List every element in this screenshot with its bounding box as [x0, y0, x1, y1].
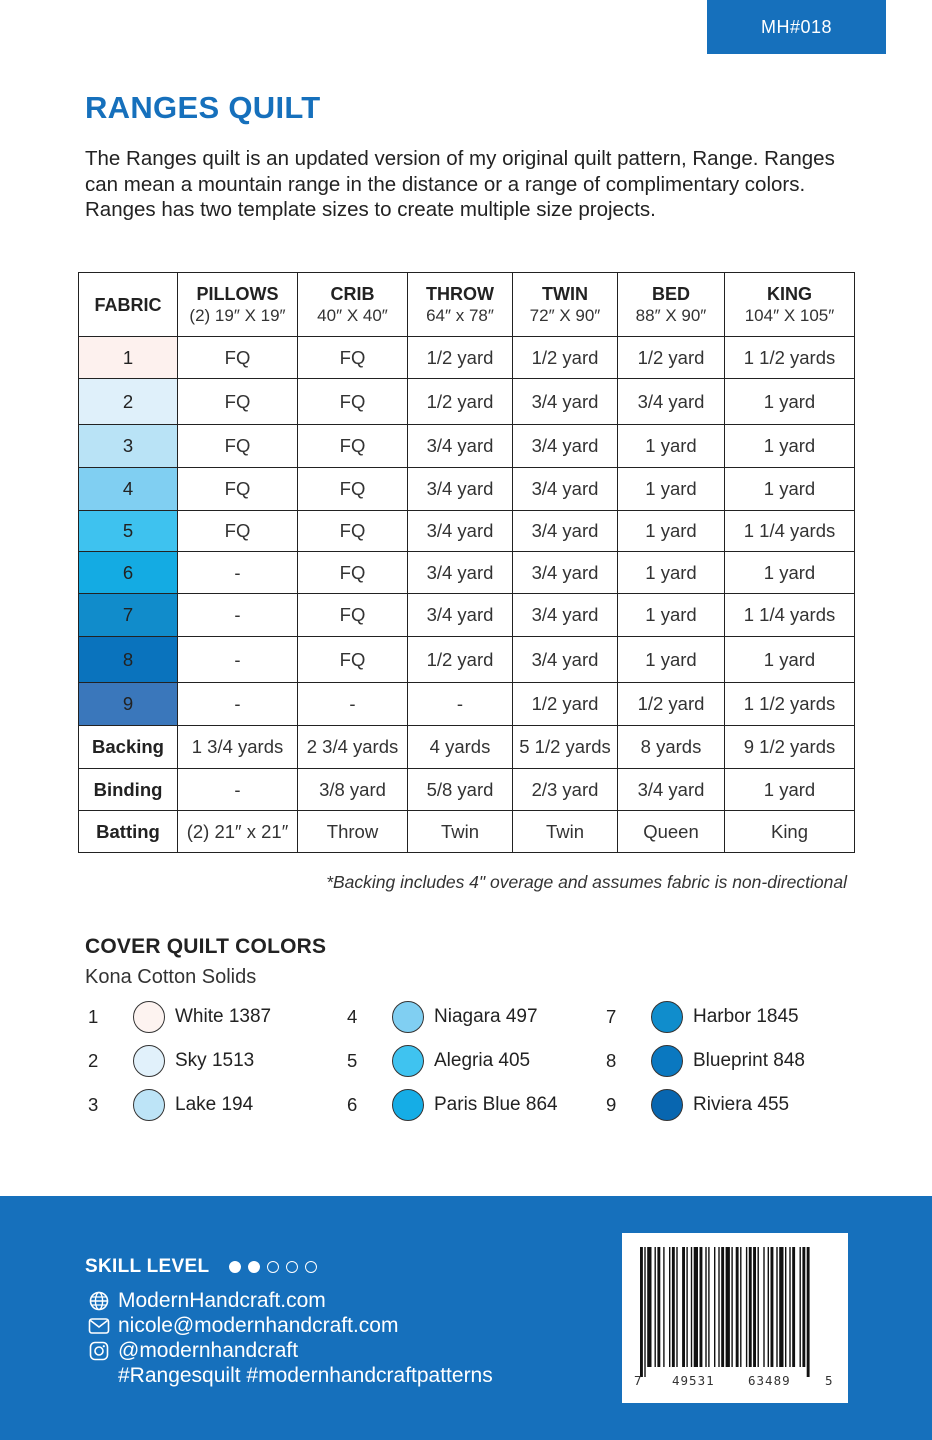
barcode-bar — [640, 1247, 643, 1377]
skill-level — [85, 1256, 317, 1278]
barcode-bar — [691, 1247, 692, 1367]
color-dot — [133, 1089, 165, 1121]
table-cell: Throw — [298, 811, 408, 853]
table-cell: 9 1/2 yards — [725, 726, 855, 769]
hashtags-text: #Rangesquilt #modernhandcraftpatterns — [118, 1364, 493, 1387]
column-size: 88″ X 90″ — [635, 305, 707, 325]
swatch-number: 4 — [347, 1006, 358, 1027]
table-cell: 2 3/4 yards — [298, 726, 408, 769]
swatch-name: Alegria 405 — [434, 1050, 531, 1071]
table-cell: 1/2 yard — [408, 637, 513, 683]
table-cell: 1 yard — [725, 637, 855, 683]
swatch-name: Harbor 1845 — [693, 1006, 799, 1027]
barcode-digits-right: 63489 — [748, 1373, 791, 1388]
table-cell: Twin — [408, 811, 513, 853]
table-cell: FQ — [178, 337, 298, 379]
table-cell: 3/4 yard — [513, 468, 618, 511]
barcode-bar — [726, 1247, 730, 1367]
barcode-bar — [682, 1247, 685, 1367]
color-dot — [392, 1089, 424, 1121]
table-cell: - — [298, 683, 408, 726]
table-cell: 3/4 yard — [513, 425, 618, 468]
column-name: PILLOWS — [196, 283, 279, 304]
table-cell: - — [178, 683, 298, 726]
table-cell: FQ — [298, 468, 408, 511]
table-cell: 1 yard — [725, 552, 855, 594]
table-cell: - — [178, 552, 298, 594]
fabric-requirements-table — [78, 272, 855, 853]
color-dot — [651, 1045, 683, 1077]
table-cell: 3/4 yard — [513, 594, 618, 637]
table-cell: - — [178, 637, 298, 683]
email-text: nicole@modernhandcraft.com — [118, 1314, 399, 1337]
backing-note: *Backing includes 4" overage and assumes fabric is non-directional — [326, 872, 847, 892]
table-cell: 1 1/4 yards — [725, 594, 855, 637]
table-cell: 2/3 yard — [513, 769, 618, 811]
skill-level-label: SKILL LEVEL — [85, 1256, 210, 1277]
table-cell: - — [178, 594, 298, 637]
table-cell: 3/4 yard — [513, 552, 618, 594]
swatch-name: Sky 1513 — [175, 1050, 255, 1071]
table-cell: - — [408, 683, 513, 726]
column-header-king — [725, 273, 855, 337]
column-size: (2) 19″ X 19″ — [189, 305, 286, 325]
fabric-label: 4 — [79, 468, 178, 511]
fabric-column-header: FABRIC — [79, 273, 178, 337]
barcode-bar — [714, 1247, 715, 1367]
website-link[interactable] — [88, 1289, 326, 1313]
column-header-bed — [618, 273, 725, 337]
table-cell: 3/4 yard — [513, 511, 618, 552]
fabric-label: 3 — [79, 425, 178, 468]
barcode-bar — [776, 1247, 777, 1367]
swatch-number: 3 — [88, 1094, 99, 1115]
skill-dot — [267, 1261, 279, 1273]
table-row — [79, 769, 855, 811]
column-size: 72″ X 90″ — [529, 305, 601, 325]
barcode-bar — [655, 1247, 656, 1367]
column-size: 64″ x 78″ — [426, 305, 494, 325]
barcode-bar — [700, 1247, 703, 1367]
table-row — [79, 425, 855, 468]
table-cell: FQ — [298, 637, 408, 683]
barcode-bar — [753, 1247, 756, 1367]
swatch-name: Lake 194 — [175, 1094, 254, 1115]
barcode-bar — [644, 1247, 645, 1377]
barcode-bar — [647, 1247, 651, 1367]
table-cell: 1 yard — [618, 425, 725, 468]
swatch-name: Paris Blue 864 — [434, 1094, 558, 1115]
instagram-text: @modernhandcraft — [118, 1339, 299, 1362]
table-cell: 1 yard — [618, 552, 725, 594]
color-dot — [133, 1045, 165, 1077]
table-row — [79, 552, 855, 594]
color-dot — [133, 1001, 165, 1033]
fabric-label: Binding — [79, 769, 178, 811]
table-cell: (2) 21″ x 21″ — [178, 811, 298, 853]
table-cell: FQ — [298, 511, 408, 552]
barcode-bar — [802, 1247, 805, 1367]
table-cell: 1 yard — [618, 594, 725, 637]
instagram-link[interactable] — [88, 1339, 298, 1363]
column-size: 40″ X 40″ — [317, 305, 388, 325]
table-cell: 1 1/2 yards — [725, 337, 855, 379]
table-cell: 1 yard — [618, 511, 725, 552]
skill-dot — [248, 1261, 260, 1273]
table-cell: 1 3/4 yards — [178, 726, 298, 769]
table-body — [79, 337, 855, 853]
column-header-throw — [408, 273, 513, 337]
barcode-digit-check: 5 — [825, 1373, 834, 1388]
table-cell: FQ — [298, 425, 408, 468]
column-name: KING — [767, 283, 812, 304]
color-swatch-item — [606, 1044, 805, 1078]
fabric-label: 7 — [79, 594, 178, 637]
swatch-number: 9 — [606, 1094, 617, 1115]
barcode-bar — [708, 1247, 709, 1367]
table-cell: 4 yards — [408, 726, 513, 769]
table-cell: 1 1/4 yards — [725, 511, 855, 552]
barcode-bar — [807, 1247, 810, 1377]
barcode-bars — [622, 1233, 848, 1403]
barcode-bar — [657, 1247, 660, 1367]
pattern-code-tag: MH#018 — [707, 0, 886, 54]
barcode-bar — [749, 1247, 752, 1367]
swatch-name: Blueprint 848 — [693, 1050, 805, 1071]
table-row — [79, 594, 855, 637]
column-header-pillows — [178, 273, 298, 337]
table-cell: 1 yard — [618, 637, 725, 683]
table-cell: FQ — [298, 594, 408, 637]
barcode-bar — [763, 1247, 764, 1367]
fabric-label: 1 — [79, 337, 178, 379]
table-cell: 5 1/2 yards — [513, 726, 618, 769]
column-name: BED — [651, 283, 690, 304]
swatch-number: 8 — [606, 1050, 617, 1071]
table-cell: Twin — [513, 811, 618, 853]
barcode-bar — [771, 1247, 774, 1367]
fabric-label: 9 — [79, 683, 178, 726]
swatch-number: 2 — [88, 1050, 99, 1071]
barcode-bar — [768, 1247, 769, 1367]
color-dot — [392, 1045, 424, 1077]
table-cell: FQ — [298, 552, 408, 594]
skill-dot — [229, 1261, 241, 1273]
barcode-bar — [746, 1247, 747, 1367]
skill-level-indicator — [229, 1261, 317, 1273]
table-cell: FQ — [298, 337, 408, 379]
table-cell: 3/4 yard — [408, 594, 513, 637]
table-cell: 1/2 yard — [408, 379, 513, 425]
column-name: CRIB — [330, 283, 375, 304]
barcode-bar — [672, 1247, 675, 1367]
skill-dot — [305, 1261, 317, 1273]
table-row — [79, 683, 855, 726]
table-row — [79, 511, 855, 552]
table-cell: 3/4 yard — [618, 769, 725, 811]
column-name: THROW — [426, 283, 494, 304]
mail-icon — [88, 1315, 110, 1337]
table-cell: FQ — [178, 425, 298, 468]
column-header-twin — [513, 273, 618, 337]
color-dot — [651, 1001, 683, 1033]
color-swatch-item — [347, 1000, 538, 1034]
table-cell: 8 yards — [618, 726, 725, 769]
barcode-digit-lead: 7 — [634, 1373, 643, 1388]
table-row — [79, 811, 855, 853]
table-cell: 1/2 yard — [618, 683, 725, 726]
table-cell: 3/4 yard — [408, 468, 513, 511]
swatch-number: 6 — [347, 1094, 358, 1115]
barcode-bar — [718, 1247, 719, 1367]
page-title: RANGES QUILT — [85, 90, 321, 125]
color-swatch-item — [88, 1044, 254, 1078]
barcode-bar — [785, 1247, 786, 1367]
barcode-bar — [792, 1247, 795, 1367]
barcode-bar — [800, 1247, 801, 1367]
swatch-name: White 1387 — [175, 1006, 272, 1027]
table-cell: 3/4 yard — [408, 552, 513, 594]
barcode-bar — [779, 1247, 783, 1367]
column-size: 104″ X 105″ — [744, 305, 835, 325]
table-cell: 1 yard — [725, 769, 855, 811]
table-cell: 3/4 yard — [618, 379, 725, 425]
instagram-icon — [88, 1340, 110, 1362]
table-cell: FQ — [298, 379, 408, 425]
barcode-bar — [669, 1247, 670, 1367]
table-header-row — [79, 273, 855, 337]
barcode-bar — [663, 1247, 664, 1367]
fabric-label: 6 — [79, 552, 178, 594]
barcode-bar — [676, 1247, 677, 1367]
table-cell: King — [725, 811, 855, 853]
fabric-label: 2 — [79, 379, 178, 425]
color-swatch-item — [606, 1000, 799, 1034]
column-name: TWIN — [542, 283, 588, 304]
table-cell: 1/2 yard — [513, 337, 618, 379]
table-cell: 3/4 yard — [408, 425, 513, 468]
column-header-crib — [298, 273, 408, 337]
table-row — [79, 726, 855, 769]
color-dot — [651, 1089, 683, 1121]
color-swatch-item — [347, 1044, 530, 1078]
table-row — [79, 337, 855, 379]
table-cell: 1 yard — [725, 379, 855, 425]
table-cell: 1 yard — [725, 425, 855, 468]
table-cell: 3/4 yard — [513, 379, 618, 425]
table-cell: 1/2 yard — [618, 337, 725, 379]
table-cell: 1/2 yard — [513, 683, 618, 726]
table-row — [79, 637, 855, 683]
table-cell: 1/2 yard — [408, 337, 513, 379]
table-row — [79, 379, 855, 425]
cover-colors-title: COVER QUILT COLORS — [85, 935, 327, 958]
barcode-bar — [740, 1247, 741, 1367]
table-cell: FQ — [178, 379, 298, 425]
cover-colors-subtitle: Kona Cotton Solids — [85, 966, 257, 988]
swatch-name: Riviera 455 — [693, 1094, 790, 1115]
table-cell: FQ — [178, 511, 298, 552]
table-cell: 1 yard — [618, 468, 725, 511]
table-cell: FQ — [178, 468, 298, 511]
barcode-bar — [736, 1247, 739, 1367]
barcode-bar — [731, 1247, 732, 1367]
barcode-bar — [686, 1247, 687, 1367]
swatch-name: Niagara 497 — [434, 1006, 538, 1027]
table-cell: 5/8 yard — [408, 769, 513, 811]
swatch-number: 7 — [606, 1006, 617, 1027]
barcode-digits-left: 49531 — [672, 1373, 715, 1388]
color-swatch-item — [88, 1088, 253, 1122]
table-cell: 1 yard — [725, 468, 855, 511]
fabric-label: Backing — [79, 726, 178, 769]
website-text: ModernHandcraft.com — [118, 1289, 326, 1312]
table-cell: Queen — [618, 811, 725, 853]
barcode-bar — [705, 1247, 706, 1367]
swatch-number: 5 — [347, 1050, 358, 1071]
barcode-bar — [758, 1247, 759, 1367]
barcode — [622, 1233, 848, 1403]
color-swatch-item — [88, 1000, 271, 1034]
table-row — [79, 468, 855, 511]
table-cell: 3/8 yard — [298, 769, 408, 811]
globe-icon — [88, 1290, 110, 1312]
barcode-bar — [694, 1247, 698, 1367]
barcode-bar — [789, 1247, 790, 1367]
color-swatch-item — [347, 1088, 558, 1122]
color-dot — [392, 1001, 424, 1033]
fabric-label: Batting — [79, 811, 178, 853]
table-cell: 3/4 yard — [513, 637, 618, 683]
color-swatch-item — [606, 1088, 789, 1122]
intro-paragraph: The Ranges quilt is an updated version of my original quilt pattern, Range. Ranges can mean a mountain range in the distance or a range of complimentary colors. Ranges has two template sizes to create multiple size projects. — [85, 147, 835, 221]
hashtags — [118, 1364, 493, 1388]
table-cell: 1 1/2 yards — [725, 683, 855, 726]
barcode-bar — [721, 1247, 724, 1367]
fabric-label: 8 — [79, 637, 178, 683]
table-cell: - — [178, 769, 298, 811]
skill-dot — [286, 1261, 298, 1273]
table-cell: 3/4 yard — [408, 511, 513, 552]
swatch-number: 1 — [88, 1006, 99, 1027]
fabric-label: 5 — [79, 511, 178, 552]
email-link[interactable] — [88, 1314, 398, 1338]
